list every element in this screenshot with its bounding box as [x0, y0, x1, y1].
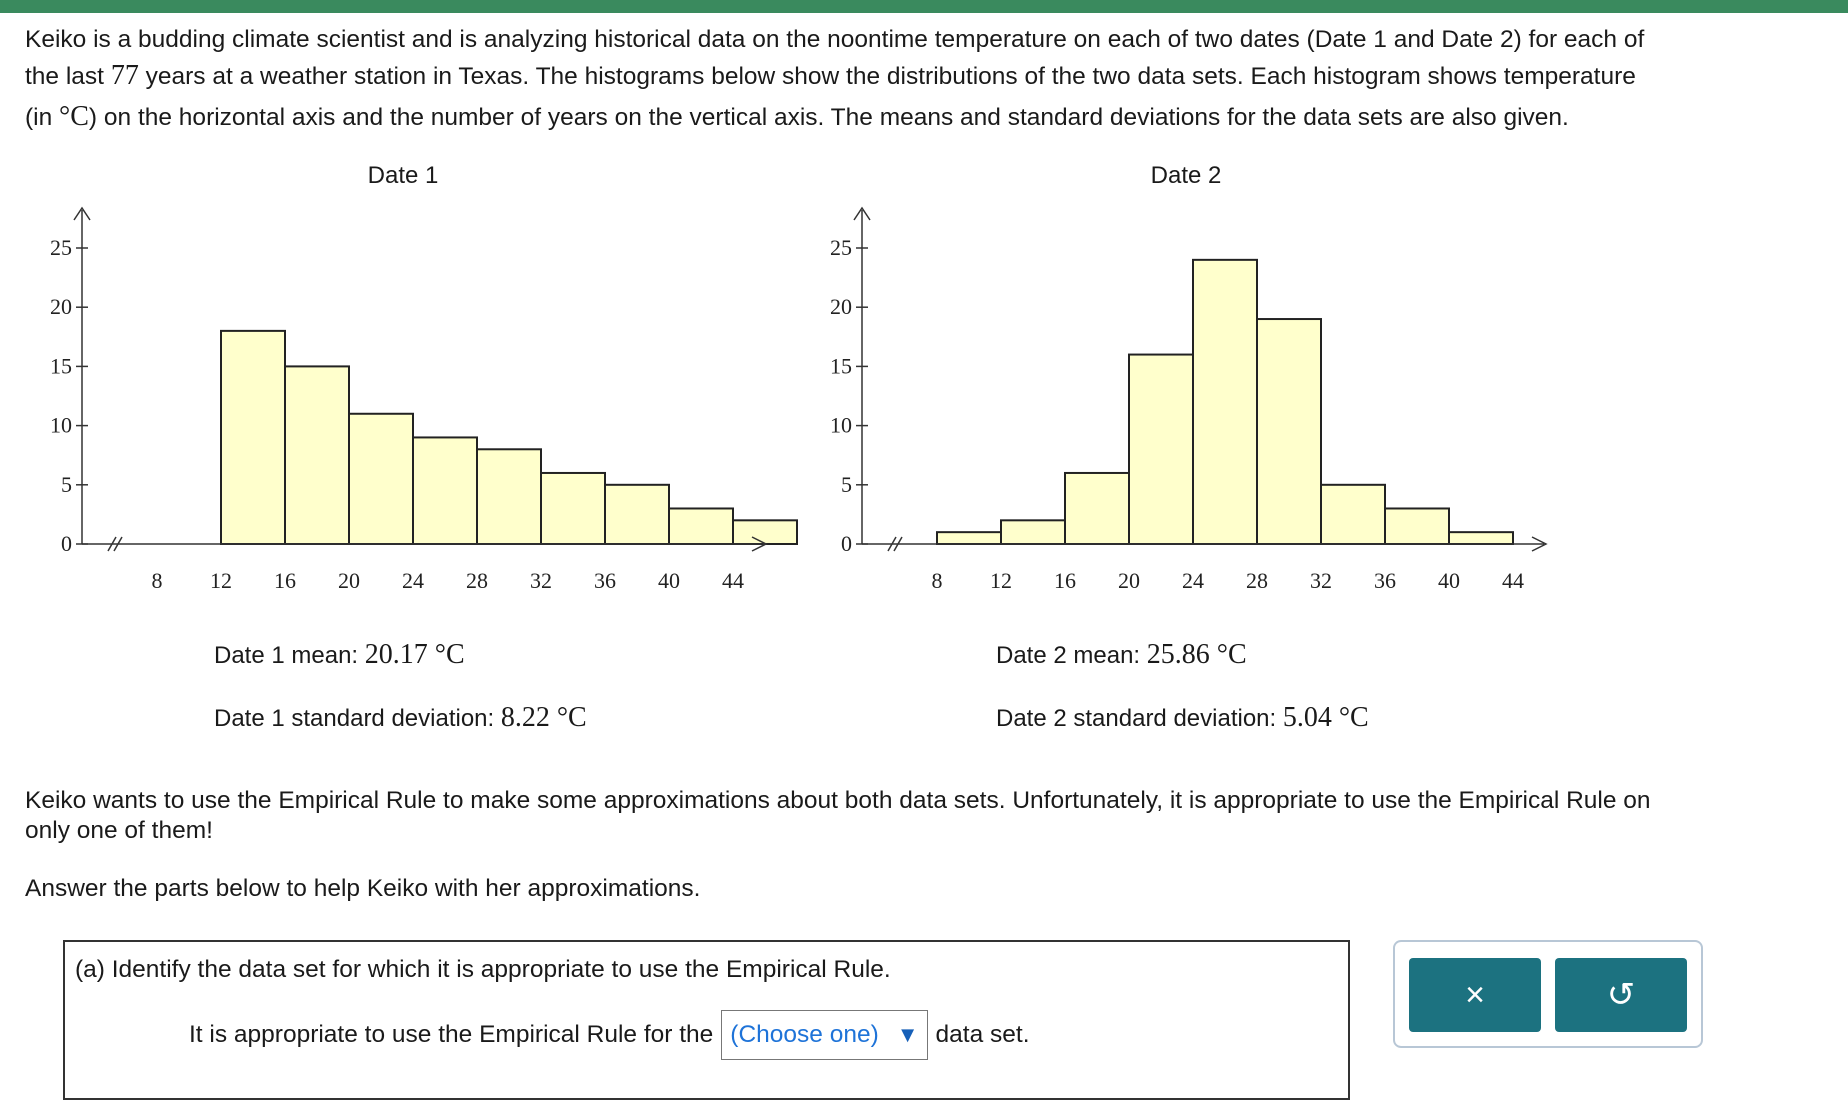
- x-tick-label: 8: [151, 568, 163, 593]
- y-tick-label: 15: [830, 353, 852, 379]
- histogram-bar: [349, 414, 413, 544]
- x-tick-label: 12: [210, 568, 232, 593]
- x-tick-label: 44: [1502, 568, 1524, 593]
- histogram-bar: [541, 473, 605, 544]
- x-tick-label: 28: [1246, 568, 1268, 593]
- y-tick-label: 25: [50, 235, 72, 260]
- histogram-bar: [1449, 532, 1513, 544]
- histogram-bar: [1193, 260, 1257, 544]
- x-tick-label: 20: [1118, 568, 1140, 593]
- part-a-question: (a) Identify the data set for which it is appropriate to use the Empirical Rule.: [75, 956, 891, 983]
- chart-title-date-2: Date 2: [1150, 162, 1222, 189]
- y-tick-label: 20: [50, 294, 72, 320]
- part-a-panel: [63, 940, 1350, 1100]
- instructions: Answer the parts below to help Keiko with her approximations.: [25, 875, 701, 902]
- intro-line-2: the last 77 years at a weather station in Texas. The histograms below show the distributions of the two data sets. Each histogram shows temperature: [25, 60, 1636, 91]
- y-tick-label: 10: [50, 412, 72, 438]
- chart-title-date-1: Date 1: [367, 162, 439, 189]
- y-tick-label: 15: [50, 353, 72, 379]
- date-1-sd: Date 1 standard deviation: 8.22 °C: [214, 702, 587, 733]
- answer-prefix: It is appropriate to use the Empirical Rule for the: [189, 1021, 714, 1048]
- undo-icon: ↺: [1606, 976, 1636, 1014]
- histogram-bar: [1001, 520, 1065, 544]
- close-icon: ×: [1465, 975, 1485, 1014]
- data-set-dropdown[interactable]: [721, 1010, 927, 1060]
- x-tick-label: 24: [1182, 568, 1204, 593]
- intro-line-1: Keiko is a budding climate scientist and is analyzing historical data on the noontime temperature on each of two dates (Date 1 and Date 2) for each of: [25, 26, 1645, 53]
- x-tick-label: 12: [990, 568, 1012, 593]
- histogram-bar: [413, 437, 477, 544]
- histogram-bar: [1129, 355, 1193, 544]
- dropdown-value: (Choose one): [730, 1021, 879, 1048]
- histogram-bar: [1321, 485, 1385, 544]
- y-tick-label: 5: [841, 471, 852, 497]
- date-2-mean: Date 2 mean: 25.86 °C: [996, 639, 1247, 670]
- x-tick-label: 32: [530, 568, 552, 593]
- histogram-bar: [1385, 508, 1449, 544]
- unit-value: °C: [59, 101, 89, 132]
- x-tick-label: 16: [1054, 568, 1076, 593]
- date-2-sd: Date 2 standard deviation: 5.04 °C: [996, 702, 1369, 733]
- y-tick-label: 5: [61, 471, 72, 497]
- dropdown-arrow-icon: ▼: [896, 1022, 919, 1047]
- x-tick-label: 40: [658, 568, 680, 593]
- x-tick-label: 20: [338, 568, 360, 593]
- clear-button[interactable]: [1409, 958, 1541, 1032]
- y-tick-label: 25: [830, 235, 852, 260]
- histogram-date-1: [0, 0, 780, 600]
- histogram-bar: [1257, 319, 1321, 544]
- x-tick-label: 32: [1310, 568, 1332, 593]
- x-tick-label: 16: [274, 568, 296, 593]
- histogram-bar: [221, 331, 285, 544]
- undo-button[interactable]: [1555, 958, 1687, 1032]
- y-tick-label: 0: [61, 531, 72, 556]
- x-tick-label: 24: [402, 568, 424, 593]
- empirical-line-1: Keiko wants to use the Empirical Rule to make some approximations about both data sets. Unfortunately, it is appropriate to use the Empirical Rule on: [25, 787, 1651, 814]
- histogram-bar: [605, 485, 669, 544]
- years-value: 77: [110, 60, 139, 91]
- histogram-bar: [477, 449, 541, 544]
- histogram-bar: [937, 532, 1001, 544]
- x-tick-label: 36: [594, 568, 616, 593]
- histogram-date-2: [780, 0, 1560, 600]
- date-1-mean: Date 1 mean: 20.17 °C: [214, 639, 465, 670]
- x-tick-label: 44: [722, 568, 744, 593]
- y-tick-label: 10: [830, 412, 852, 438]
- y-tick-label: 20: [830, 294, 852, 320]
- x-tick-label: 36: [1374, 568, 1396, 593]
- intro-line-3: (in °C) on the horizontal axis and the number of years on the vertical axis. The means and standard deviations for the data sets are also given.: [25, 101, 1569, 132]
- x-tick-label: 8: [931, 568, 943, 593]
- histogram-bar: [669, 508, 733, 544]
- part-a-answer-row: [189, 1010, 1030, 1060]
- answer-tools-panel: [1393, 940, 1703, 1048]
- x-tick-label: 28: [466, 568, 488, 593]
- x-tick-label: 40: [1438, 568, 1460, 593]
- histogram-bar: [1065, 473, 1129, 544]
- y-tick-label: 0: [841, 531, 852, 556]
- empirical-line-2: only one of them!: [25, 817, 213, 844]
- empirical-paragraph: [25, 786, 1651, 846]
- answer-suffix: data set.: [935, 1021, 1030, 1048]
- histogram-bar: [285, 366, 349, 544]
